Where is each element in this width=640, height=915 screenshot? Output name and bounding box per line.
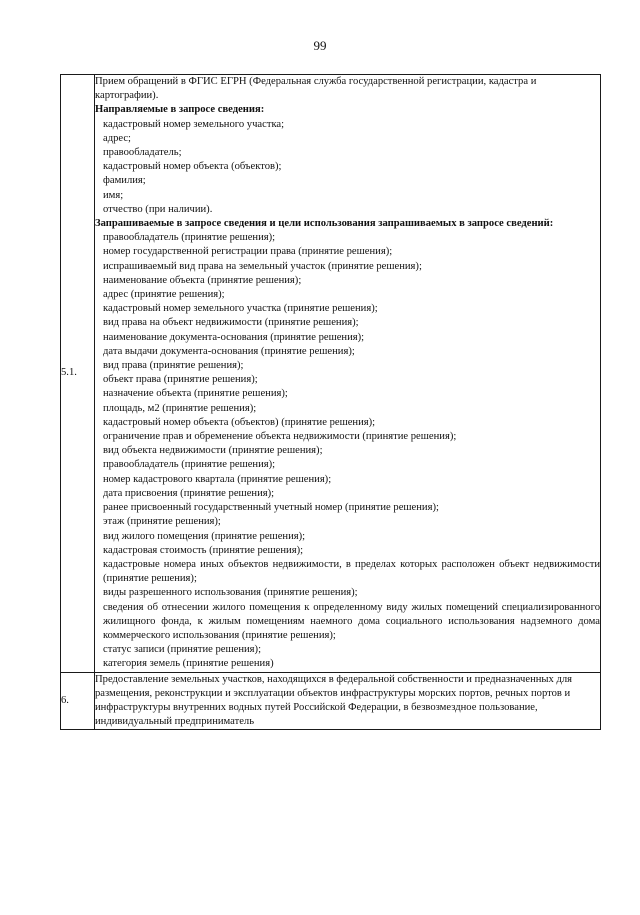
list-item: наименование документа-основания (принятие решения); [103,331,365,343]
list-item: отчество (при наличии). [103,203,213,215]
list-item: дата выдачи документа-основания (принятие решения); [103,345,355,357]
list-item: этаж (принятие решения); [103,516,221,528]
list-item: вид права на объект недвижимости (принятие решения); [103,317,359,329]
row-content [95,672,601,730]
list-item: правообладатель (принятие решения); [103,232,276,244]
page-number: 99 [313,38,327,53]
list-item: кадастровый номер объекта (объектов); [103,161,282,173]
list-item: кадастровый номер земельного участка (принятие решения); [103,303,378,315]
list-item: кадастровая стоимость (принятие решения); [103,544,304,556]
list-item: кадастровый номер объекта (объектов) (принятие решения); [103,416,376,428]
list-item: правообладатель; [103,147,182,159]
list-item: объект права (принятие решения); [103,374,258,386]
section-heading: Запрашиваемые в запросе сведения и цели использования запрашиваемых в запросе сведений: [95,218,554,230]
row-number: 5.1. [61,75,95,673]
list-item: назначение объекта (принятие решения); [103,388,288,400]
section-heading: Направляемые в запросе сведения: [95,104,265,116]
list-item: адрес; [103,132,132,144]
list-item: категория земель (принятие решения) [103,658,274,670]
list-item: фамилия; [103,175,146,187]
paragraph-text: Предоставление земельных участков, находящихся в федеральной собственности и предназначенных для размещения, реконструкции и эксплуатации объектов инфраструктуры морских портов, речных портов и инфраструктуры внутренних водных путей Российской Федерации, в безвозмездное пользование, индивидуальный предприниматель [95,673,573,728]
list-item: вид объекта недвижимости (принятие решения); [103,445,323,457]
list-item: имя; [103,189,124,201]
list-item: номер кадастрового квартала (принятие решения); [103,473,332,485]
row-number: 6. [61,672,95,730]
list-item: площадь, м2 (принятие решения); [103,402,257,414]
list-item: вид жилого помещения (принятие решения); [103,530,306,542]
list-item: ограничение прав и обременение объекта недвижимости (принятие решения); [103,431,457,443]
list-item: сведения об отнесении жилого помещения к определенному виду жилых помещений специализированного жилищного фонда, к жилым помещениям наемного дома социального использования надземного дома коммерческого использования (принятие решения); [103,601,600,641]
list-item: адрес (принятие решения); [103,289,225,301]
table-row [61,672,601,730]
paragraph-text: Прием обращений в ФГИС ЕГРН (Федеральная служба государственной регистрации, кадастра и картографии). [95,76,537,102]
table-row [61,75,601,673]
list-item: наименование объекта (принятие решения); [103,274,302,286]
list-item: вид права (принятие решения); [103,360,244,372]
list-item: ранее присвоенный государственный учетный номер (принятие решения); [103,502,439,514]
list-item: испрашиваемый вид права на земельный участок (принятие решения); [103,260,422,272]
row-content [95,75,601,673]
list-item: кадастровые номера иных объектов недвижимости, в пределах которых расположен объект недвижимости (принятие решения); [103,558,600,585]
list-item: номер государственной регистрации права (принятие решения); [103,246,393,258]
services-table [60,74,601,730]
list-item: кадастровый номер земельного участка; [103,118,285,130]
list-item: правообладатель (принятие решения); [103,459,276,471]
table-body [61,75,601,730]
list-item: дата присвоения (принятие решения); [103,487,275,499]
list-item: статус записи (принятие решения); [103,644,262,656]
list-item: виды разрешенного использования (принятие решения); [103,587,358,599]
